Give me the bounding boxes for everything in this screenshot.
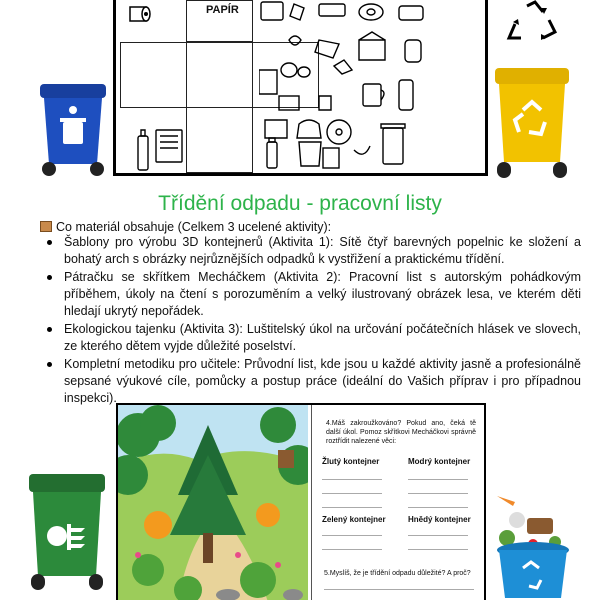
bin-label-green: Zelený kontejner [322,515,386,524]
toilet-roll-icon [128,4,152,24]
intro-label: Co materiál obsahuje (Celkem 3 ucelené aktivity): [56,220,332,234]
box-icon [40,221,52,232]
question-5: 5.Myslíš, že je třídění odpadu důležité? A proč? [324,570,471,577]
bin-label-brown: Hnědý kontejner [408,515,471,524]
net-face-front [186,42,253,108]
bin-label-blue: Modrý kontejner [408,457,471,466]
bin-label-yellow: Žlutý kontejner [322,457,380,466]
waste-items-illustrations [259,0,489,172]
list-item: Ekologickou tajenku (Aktivita 3): Luštitelský úkol na určování počátečních hlásek ve slovech, ze kterého dětem vyjde důležité poselství. [44,321,581,355]
task-panel [311,405,486,600]
page-title: Třídění odpadu - pracovní listy [158,192,442,215]
forest-illustration [118,405,308,600]
list-item: Kompletní metodiku pro učitele: Průvodní list, kde jsou u každé aktivity jasně a profesionálně sepsané výukové cíle, pomůcky a postup práce (ideální do Vašich příprav i pro případnou inspekci). [44,356,581,407]
yellow-bin-icon [493,64,571,180]
intro-text [40,220,331,234]
paper-label: PAPÍR [206,4,239,16]
net-face-left [120,42,187,108]
recycle-icon [505,0,565,44]
bottle-and-notebook-icons [134,128,194,174]
forest-worksheet [116,403,486,600]
question-4: 4.Máš zakroužkováno? Pokud ano, čeká tě další úkol. Pomoz skřítkovi Mecháčkovi správně roztřídit nalezené věci: [326,420,476,445]
list-item: Pátračku se skřítkem Mecháčkem (Aktivita 2): Pracovní list s autorským pohádkovým příběhem, úkoly na čtení s porozuměním a velký ilustrovaný obrázek lesa, ve kterém děti hledají ukrytý nepořádek. [44,269,581,320]
contents-list [44,234,581,408]
net-face-bottom [186,107,253,173]
list-item: Šablony pro výrobu 3D kontejnerů (Aktivita 1): Sítě čtyř barevných popelnic ke složení a bohatý arch s obrázky nejrůznějších odpadků k vystřižení a praktickému třídění. [44,234,581,268]
blue-bio-bin-icon [493,488,573,600]
blue-bin-icon [38,80,108,178]
container-template-sheet [113,0,488,176]
green-bin-icon [27,470,107,592]
